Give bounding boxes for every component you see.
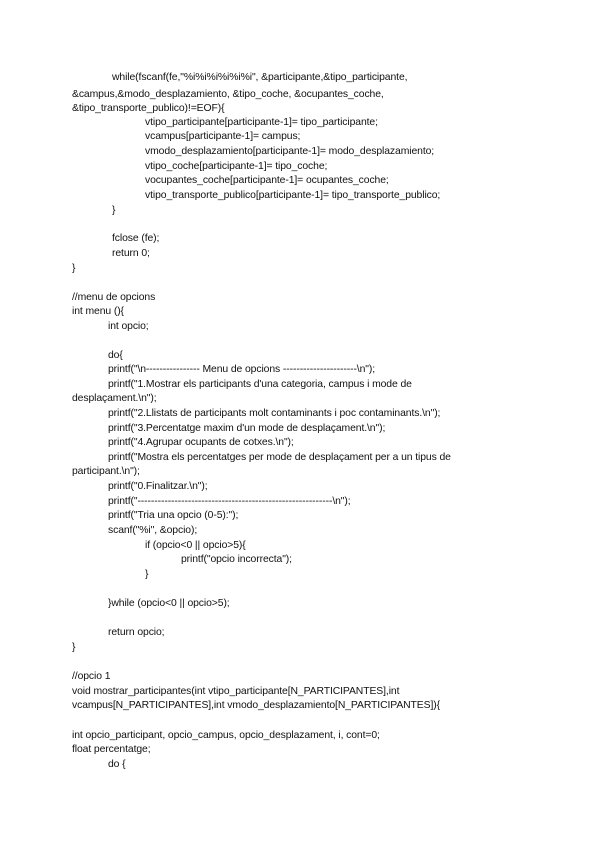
code-line: vtipo_coche[participante-1]= tipo_coche; [145,161,328,172]
code-line: if (opcio<0 || opcio>5){ [145,540,246,551]
code-line: float percentatge; [72,744,151,755]
code-line: vmodo_desplazamiento[participante-1]= modo_desplazamiento; [145,146,435,157]
code-line: printf("0.Finalitzar.\n"); [108,481,208,492]
code-line: fclose (fe); [112,233,160,244]
code-line: int opcio; [108,321,149,332]
code-line: return 0; [112,248,150,259]
code-line: }while (opcio<0 || opcio>5); [108,598,230,609]
code-line: } [72,263,76,274]
code-line: printf("Tria una opcio (0-5):"); [108,510,239,521]
code-line: vcampus[N_PARTICIPANTES],int vmodo_desplazamiento[N_PARTICIPANTES]){ [72,700,440,711]
code-line: printf("\n---------------- Menu de opcions ----------------------\n"); [108,364,376,375]
code-line: vcampus[participante-1]= campus; [145,131,301,142]
code-line: //menu de opcions [72,292,156,303]
code-line: printf("Mostra els percentatges per mode de desplaçament per a un tipus de [108,452,451,463]
code-line: printf("1.Mostrar els participants d'una categoria, campus i mode de [108,379,412,390]
code-line: } [72,642,76,653]
code-line: do { [108,759,126,770]
code-line: &tipo_transporte_publico)!=EOF){ [72,103,225,114]
code-line: //opcio 1 [72,671,111,682]
code-line: vtipo_participante[participante-1]= tipo_participante; [145,117,378,128]
code-line: printf("2.Llistats de participants molt contaminants i poc contaminants.\n"); [108,408,441,419]
code-line: printf("opcio incorrecta"); [181,554,292,565]
code-line: vtipo_transporte_publico[participante-1]= tipo_transporte_publico; [145,190,441,201]
code-line: } [112,205,116,216]
code-line: printf("3.Percentatge maxim d'un mode de desplaçament.\n"); [108,423,386,434]
code-line: scanf("%i", &opcio); [108,525,198,536]
code-line: while(fscanf(fe,"%i%i%i%i%i%i", &participante,&tipo_participante, [112,72,408,83]
code-line: participant.\n"); [72,466,140,477]
code-line: &campus,&modo_desplazamiento, &tipo_coche, &ocupantes_coche, [72,89,384,100]
code-line: int menu (){ [72,306,124,317]
code-line: int opcio_participant, opcio_campus, opcio_desplazament, i, cont=0; [72,730,380,741]
code-line: desplaçament.\n"); [72,393,157,404]
code-line: } [145,569,149,580]
code-line: printf("4.Agrupar ocupants de cotxes.\n"); [108,437,294,448]
code-line: void mostrar_participantes(int vtipo_participante[N_PARTICIPANTES],int [72,686,400,697]
code-line: return opcio; [108,627,165,638]
code-line: vocupantes_coche[participante-1]= ocupantes_coche; [145,175,389,186]
code-line: do{ [108,350,123,361]
code-line: printf("----------------------------------------------------------\n"); [108,496,351,507]
